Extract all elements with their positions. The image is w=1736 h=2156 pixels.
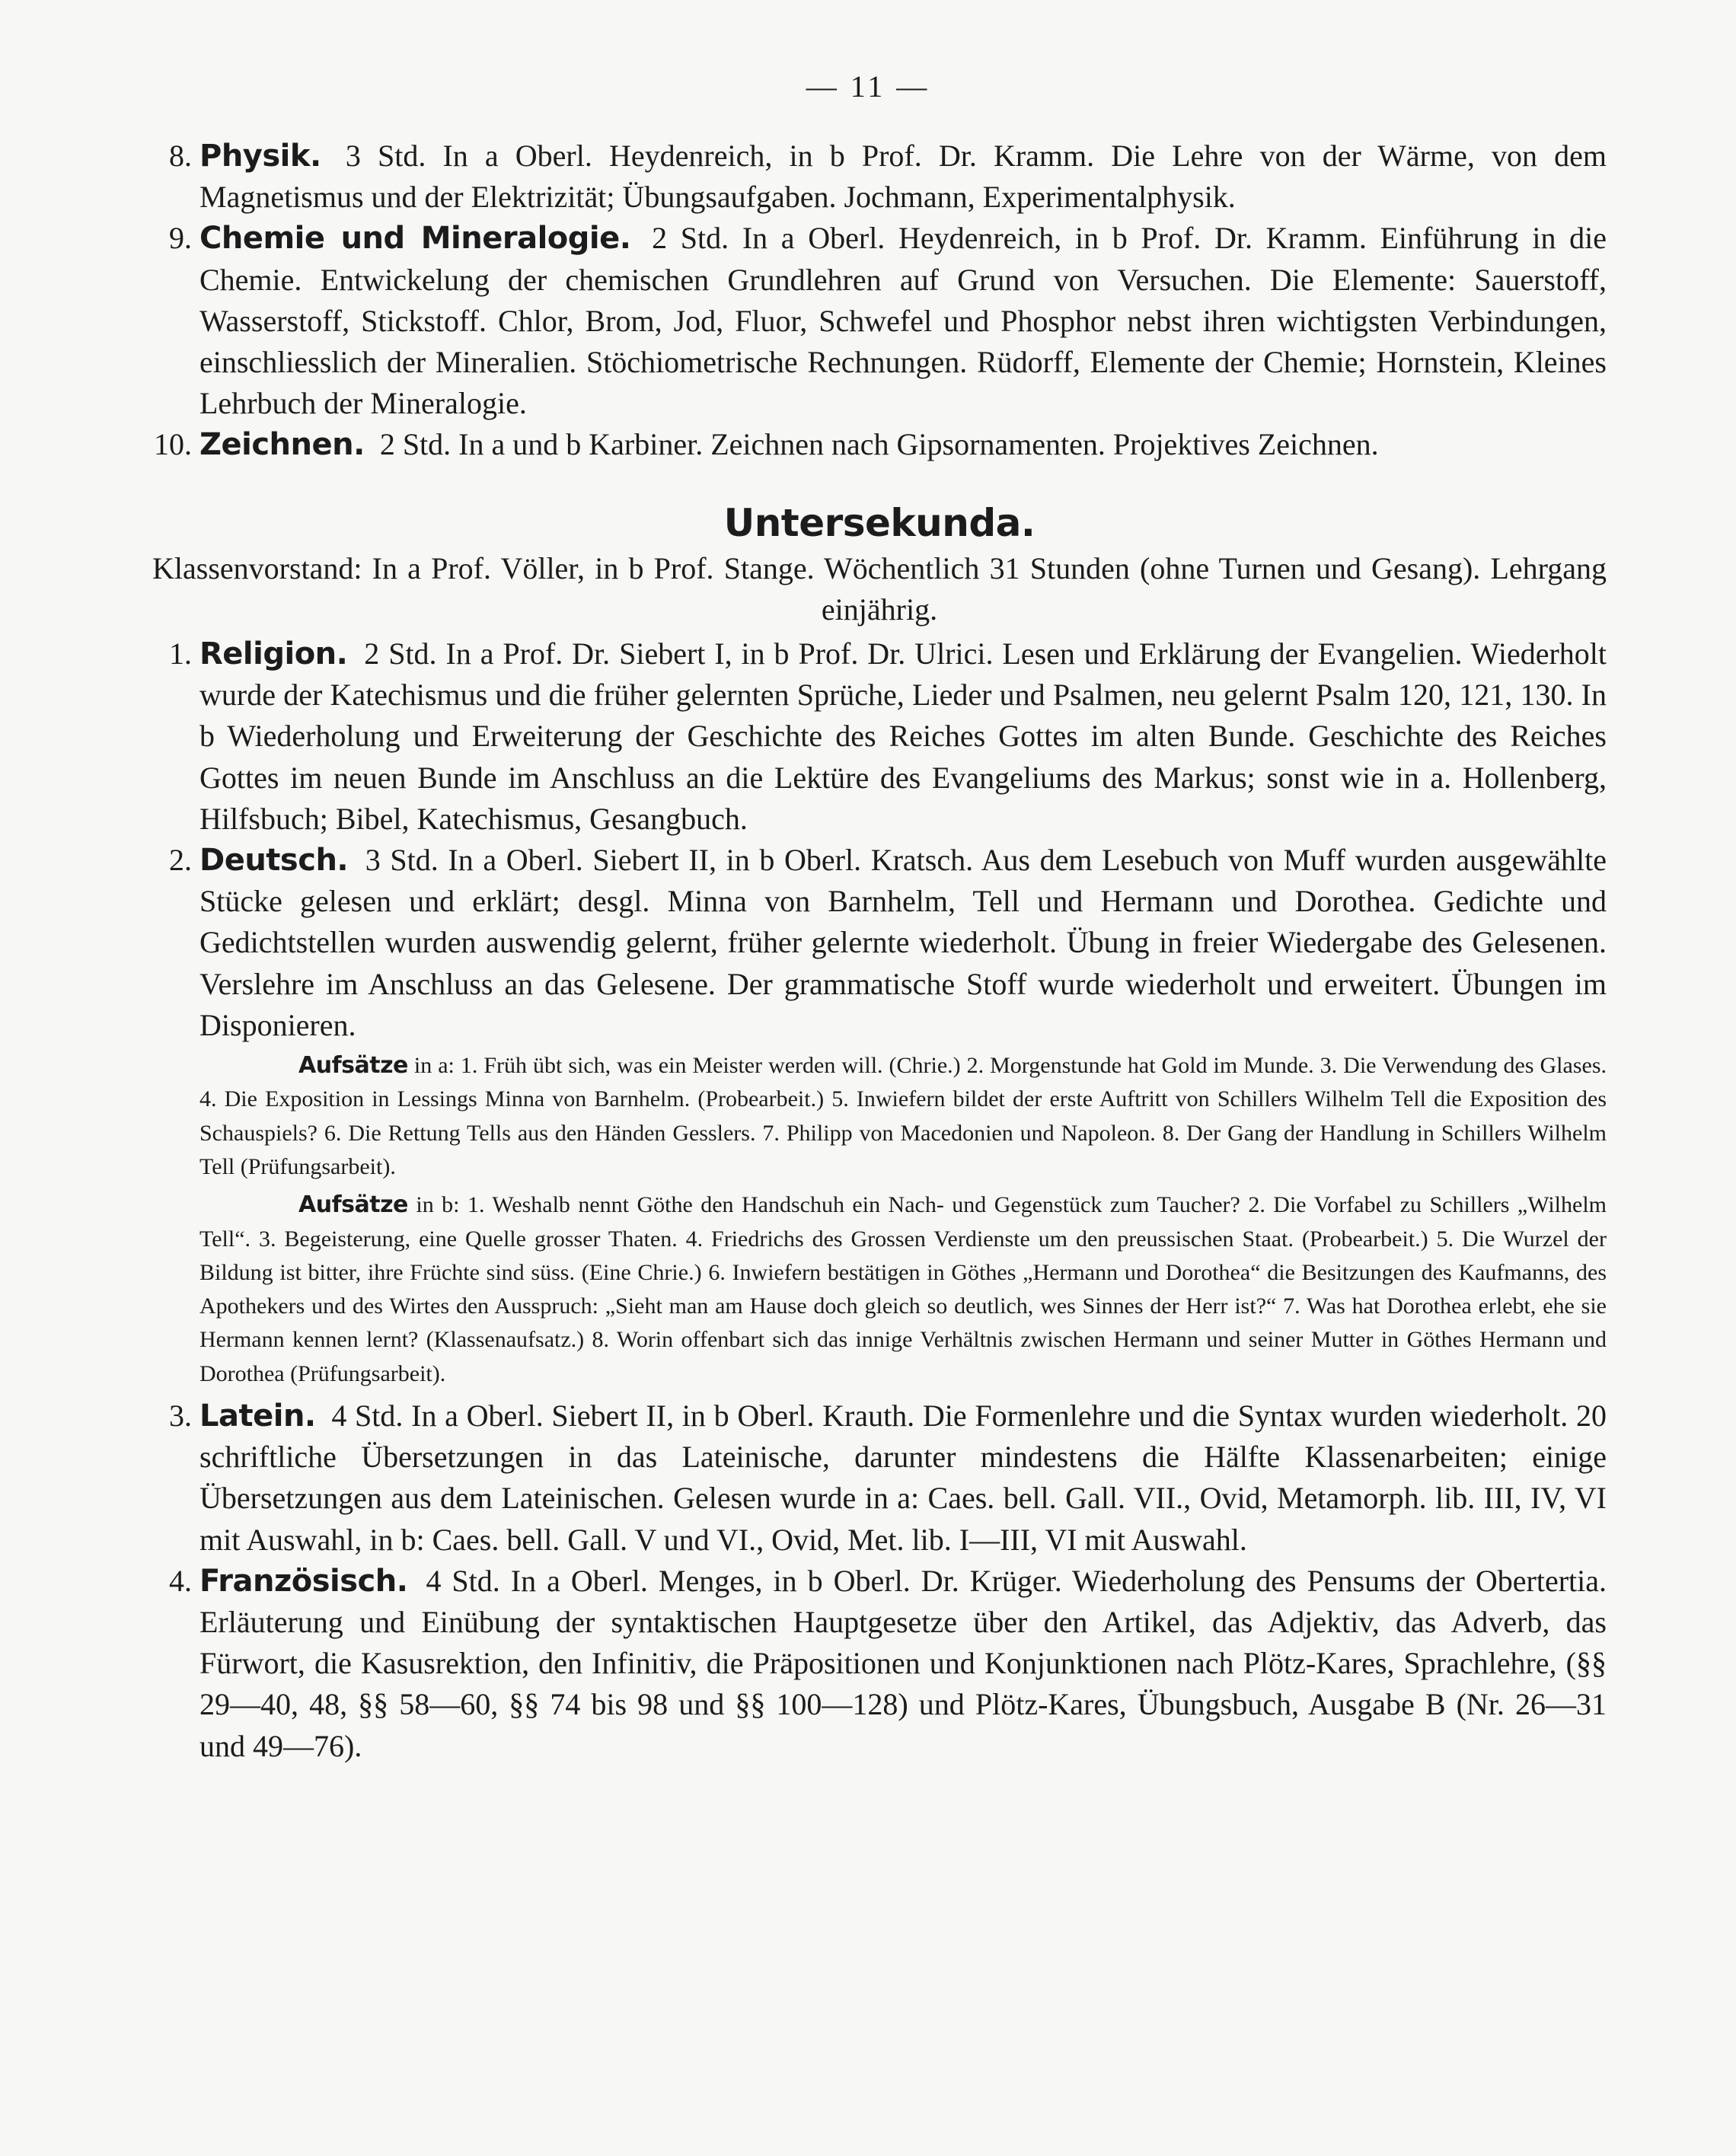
section-text: 2 Std. In a Prof. Dr. Siebert I, in b Prof. Dr. Ulrici. Lesen und Erklärung der Evangelien. Wiederholt wurde der Katechismus und die früher gelernten Sprüche, Lieder und Psalmen, neu gelernt Psalm 120, 121, 130. In b Wiederholung und Erweiterung der Geschichte des Reiches Gottes im alten Bunde. Geschichte des Reiches Gottes im neuen Bunde im Anschluss an die Lektüre des Evangeliums des Markus; sonst wie in a. Hollenberg, Hilfsbuch; Bibel, Katechismus, Gesangbuch. bbox=[199, 636, 1607, 836]
section-religion bbox=[152, 633, 1607, 840]
section-number: 4. bbox=[169, 1563, 192, 1598]
section-physik bbox=[152, 136, 1607, 218]
document-body bbox=[152, 136, 1607, 1767]
section-number: 3. bbox=[169, 1399, 192, 1434]
section-subject: Französisch. bbox=[199, 1563, 408, 1599]
section-latein bbox=[152, 1395, 1607, 1561]
section-number: 2. bbox=[169, 843, 192, 878]
aufsaetze-text: in b: 1. Weshalb nennt Göthe den Handschuh ein Nach- und Gegenstück zum Taucher? 2. Die Vorfabel zu Schillers „Wilhelm Tell“. 3. Begeisterung, eine Quelle grosser Thaten. 4. Friedrichs des Grossen Verdienste um den preussischen Staat. (Probearbeit.) 5. Die Wurzel der Bildung ist bitter, ihre Früchte sind süss. (Eine Chrie.) 6. Inwiefern bestätigen in Göthes „Hermann und Dorothea“ die Besitzungen des Kaufmanns, des Apothekers und des Wirtes den Ausspruch: „Sieht man am Hause doch gleich so deutlich, wes Sinnes der Herr ist?“ 7. Was hat Dorothea erlebt, ehe sie Hermann kennen lernt? (Klassenaufsatz.) 8. Worin offenbart sich das innige Verhältnis zwischen Hermann und seiner Mutter in Göthes Hermann und Dorothea (Prüfungsarbeit). bbox=[199, 1192, 1607, 1386]
class-heading: Untersekunda. bbox=[723, 500, 1036, 545]
klassenvorstand-line: Klassenvorstand: In a Prof. Völler, in b Prof. Stange. Wöchentlich 31 Stunden (ohne Turnen und Gesang). Lehrgang einjährig. bbox=[152, 550, 1607, 627]
section-zeichnen bbox=[152, 424, 1607, 465]
section-deutsch bbox=[152, 840, 1607, 1046]
section-subject: Chemie und Mineralogie. bbox=[199, 221, 631, 257]
section-number: 1. bbox=[169, 636, 192, 671]
section-subject: Deutsch. bbox=[199, 843, 349, 879]
aufsaetze-b bbox=[152, 1188, 1607, 1391]
aufsaetze-a bbox=[152, 1049, 1607, 1184]
section-subject: Latein. bbox=[199, 1399, 316, 1434]
aufsaetze-text: in a: 1. Früh übt sich, was ein Meister werden will. (Chrie.) 2. Morgenstunde hat Gold im Munde. 3. Die Verwendung des Glases. 4. Die Exposition in Lessings Minna von Barnhelm. (Probearbeit.) 5. Inwiefern bildet der erste Auftritt von Schillers Wilhelm Tell die Exposition des Schauspiels? 6. Die Rettung Tells aus den Händen Gesslers. 7. Philipp von Macedonien und Napoleon. 8. Der Gang der Handlung in Schillers Wilhelm Tell (Prüfungsarbeit). bbox=[199, 1053, 1607, 1179]
section-franzoesisch bbox=[152, 1561, 1607, 1767]
section-text: 4 Std. In a Oberl. Siebert II, in b Oberl. Krauth. Die Formenlehre und die Syntax wurden wiederholt. 20 schriftliche Übersetzungen in das Lateinische, darunter mindestens die Hälfte Klassenarbeiten; einige Übersetzungen aus dem Lateinischen. Gelesen wurde in a: Caes. bell. Gall. VII., Ovid, Metamorph. lib. III, IV, VI mit Auswahl, in b: Caes. bell. Gall. V und VI., Ovid, Met. lib. I—III, VI mit Auswahl. bbox=[199, 1399, 1607, 1557]
section-text: 2 Std. In a und b Karbiner. Zeichnen nach Gipsornamenten. Projektives Zeichnen. bbox=[379, 427, 1379, 462]
section-text: 2 Std. In a Oberl. Heydenreich, in b Prof. Dr. Kramm. Einführung in die Chemie. Entwickelung der chemischen Grundlehren auf Grund von Versuchen. Die Elemente: Sauerstoff, Wasserstoff, Stickstoff. Chlor, Brom, Jod, Fluor, Schwefel und Phosphor nebst ihren wichtigsten Verbindungen, einschliesslich der Mineralien. Stöchiometrische Rechnungen. Rüdorff, Elemente der Chemie; Hornstein, Kleines Lehrbuch der Mineralogie. bbox=[199, 221, 1607, 421]
section-number: 9. bbox=[169, 221, 192, 256]
aufsaetze-label: Aufsätze bbox=[298, 1052, 408, 1080]
section-text: 3 Std. In a Oberl. Heydenreich, in b Prof. Dr. Kramm. Die Lehre von der Wärme, von dem Magnetismus und der Elektrizität; Übungsaufgaben. Jochmann, Experimentalphysik. bbox=[199, 139, 1607, 215]
aufsaetze-label: Aufsätze bbox=[298, 1191, 408, 1219]
section-chemie bbox=[152, 218, 1607, 424]
section-subject: Zeichnen. bbox=[199, 427, 365, 463]
section-number: 10. bbox=[154, 427, 192, 462]
section-number: 8. bbox=[169, 139, 192, 173]
section-subject: Religion. bbox=[199, 636, 348, 672]
page-number: — 11 — bbox=[806, 69, 930, 104]
section-text: 4 Std. In a Oberl. Menges, in b Oberl. Dr. Krüger. Wiederholung des Pensums der Obertertia. Erläuterung und Einübung der syntaktischen Hauptgesetze über den Artikel, das Adjektiv, das Adverb, das Fürwort, die Kasusrektion, den Infinitiv, die Präpositionen und Konjunktionen nach Plötz-Kares, Sprachlehre, (§§ 29—40, 48, §§ 58—60, §§ 74 bis 98 und §§ 100—128) und Plötz-Kares, Übungsbuch, Ausgabe B (Nr. 26—31 und 49—76). bbox=[199, 1563, 1607, 1763]
section-text: 3 Std. In a Oberl. Siebert II, in b Oberl. Kratsch. Aus dem Lesebuch von Muff wurden ausgewählte Stücke gelesen und erklärt; desgl. Minna von Barnhelm, Tell und Hermann und Dorothea. Gedichte und Gedichtstellen wurden auswendig gelernt, früher gelernte wiederholt. Übung in freier Wiedergabe des Gelesenen. Verslehre im Anschluss an das Gelesene. Der grammatische Stoff wurde wiederholt und erweitert. Übungen im Disponieren. bbox=[199, 843, 1607, 1042]
section-subject: Physik. bbox=[199, 139, 321, 174]
